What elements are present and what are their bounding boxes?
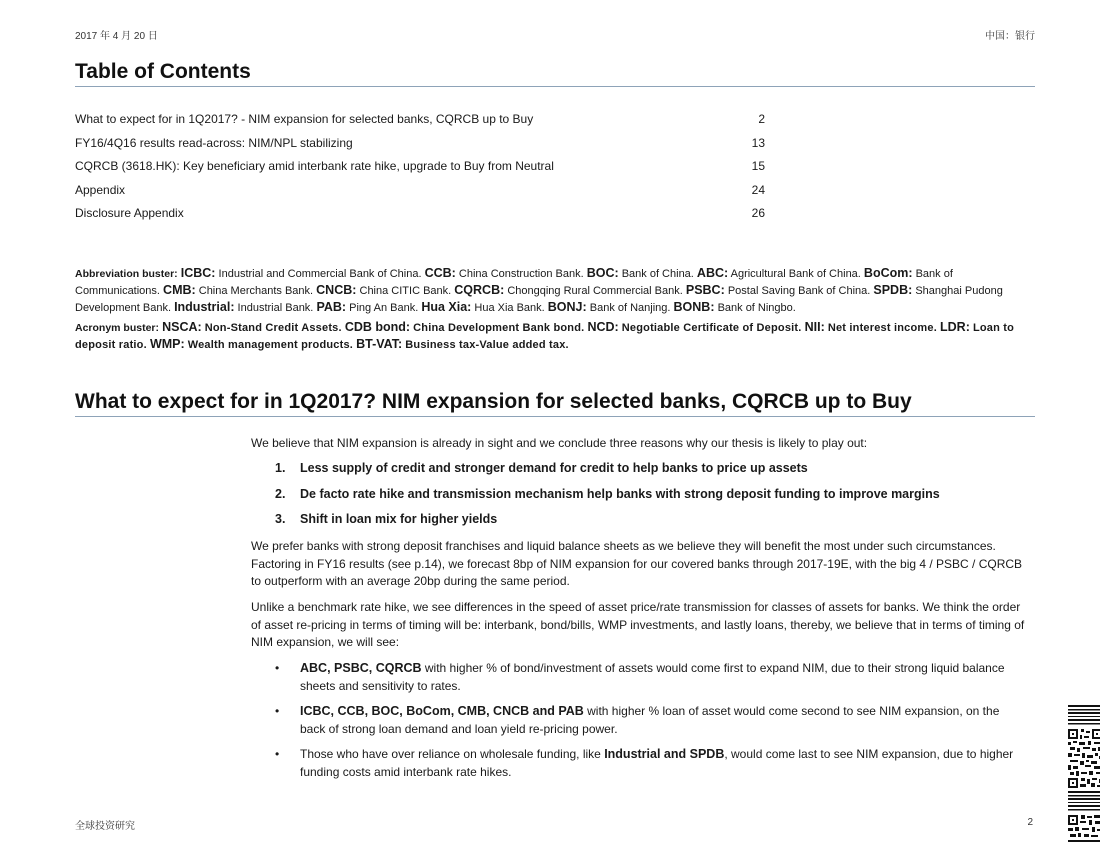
paragraph-repricing: Unlike a benchmark rate hike, we see differences in the speed of asset price/rate transmission for classes of assets for banks. We think the order of asset re-pricing in terms of timing will be: interbank, bond/bills, WMP investments, and lastly loans, thereby, we believe that in terms of timing of NIM expansion, we will see: bbox=[251, 600, 1025, 649]
abbr-entry: BONJ: Bank of Nanjing. bbox=[547, 300, 671, 314]
toc-entry[interactable] bbox=[75, 206, 765, 224]
acr-entry: NII: Net interest income. bbox=[804, 320, 937, 334]
paragraph-prefer: We prefer banks with strong deposit franchises and liquid balance sheets as we believe they will benefit the most under such circumstances. Factoring in FY16 results (see p.14), we forecast 8bp of NIM expansion for our covered banks through 2017-19E, with the big 4 / PSBC / CQRCB to outperform with an average 20bp during the same period. bbox=[251, 539, 1023, 588]
acr-entry: CDB bond: China Development Bank bond. bbox=[344, 320, 585, 334]
page-number: 2 bbox=[1027, 817, 1033, 828]
reason-item bbox=[275, 461, 808, 475]
qr-code-icon bbox=[1068, 705, 1100, 850]
acr-entry: LDR: Loan to deposit ratio. bbox=[75, 320, 1015, 351]
reason-item bbox=[275, 487, 940, 501]
reason-text: Less supply of credit and stronger demand for credit to help banks to price up assets bbox=[300, 461, 808, 475]
section-title: What to expect for in 1Q2017? NIM expansion for selected banks, CQRCB up to Buy bbox=[75, 390, 912, 413]
section-title-rule bbox=[75, 416, 1035, 417]
acronym-lead: Acronym buster: bbox=[75, 322, 160, 334]
toc-entry-label[interactable]: CQRCB (3618.HK): Key beneficiary amid interbank rate hike, upgrade to Buy from Neutral bbox=[75, 159, 554, 173]
abbr-entry: CNCB: China CITIC Bank. bbox=[316, 283, 452, 297]
abbr-entry: CMB: China Merchants Bank. bbox=[163, 283, 314, 297]
abbr-entry: PAB: Ping An Bank. bbox=[316, 300, 419, 314]
abbr-entry: ICBC: Industrial and Commercial Bank of China. bbox=[180, 266, 422, 280]
bullet-icon: • bbox=[275, 661, 280, 675]
footer-label: 全球投资研究 bbox=[75, 821, 135, 832]
toc-entry[interactable] bbox=[75, 136, 765, 154]
abbr-entry: ABC: Agricultural Bank of China. bbox=[696, 266, 861, 280]
report-date: 2017 年 4 月 20 日 bbox=[75, 31, 158, 42]
toc-entry-label[interactable]: Appendix bbox=[75, 183, 126, 197]
reason-number: 2. bbox=[275, 487, 286, 501]
abbr-entry: Hua Xia: Hua Xia Bank. bbox=[421, 300, 545, 314]
toc-entry-page[interactable]: 13 bbox=[751, 136, 765, 150]
toc-entry-label[interactable]: FY16/4Q16 results read-across: NIM/NPL stabilizing bbox=[75, 136, 353, 150]
toc-entry[interactable] bbox=[75, 159, 765, 177]
abbr-entry: CQRCB: Chongqing Rural Commercial Bank. bbox=[454, 283, 683, 297]
reason-text: De facto rate hike and transmission mechanism help banks with strong deposit funding to improve margins bbox=[300, 487, 940, 501]
acr-entry: WMP: Wealth management products. bbox=[149, 337, 354, 351]
section-intro: We believe that NIM expansion is already in sight and we conclude three reasons why our thesis is likely to play out: bbox=[251, 436, 868, 450]
acr-entry: NSCA: Non-Stand Credit Assets. bbox=[162, 320, 342, 334]
toc-title-rule bbox=[75, 86, 1035, 87]
abbr-entry: PSBC: Postal Saving Bank of China. bbox=[685, 283, 871, 297]
reason-number: 3. bbox=[275, 512, 286, 526]
bullet-icon: • bbox=[275, 747, 280, 761]
acronym-buster bbox=[75, 319, 1025, 353]
bullet-icon: • bbox=[275, 704, 280, 718]
toc-entry[interactable] bbox=[75, 112, 765, 130]
toc-entry-page[interactable]: 2 bbox=[758, 112, 765, 126]
abbr-entry: BoCom: Bank of Communications. bbox=[75, 266, 953, 297]
abbr-entry: SPDB: Shanghai Pudong Development Bank. bbox=[75, 283, 1003, 314]
abbr-entry: BOC: Bank of China. bbox=[586, 266, 694, 280]
acr-entry: NCD: Negotiable Certificate of Deposit. bbox=[587, 320, 802, 334]
bullet-item: • Those who have over reliance on wholesale funding, like Industrial and SPDB, would come last to see NIM expansion, due to higher funding costs amid interbank rate hikes. bbox=[275, 747, 1014, 779]
abbreviation-lead: Abbreviation buster: bbox=[75, 268, 178, 280]
toc-entry-page[interactable]: 26 bbox=[751, 206, 765, 220]
report-category: 中国：银行 bbox=[985, 31, 1035, 42]
reason-number: 1. bbox=[275, 461, 286, 475]
reason-text: Shift in loan mix for higher yields bbox=[300, 512, 498, 526]
abbr-entry: Industrial: Industrial Bank. bbox=[174, 300, 314, 314]
toc-entry-label[interactable]: Disclosure Appendix bbox=[75, 206, 184, 220]
toc-entry-label[interactable]: What to expect for in 1Q2017? - NIM expansion for selected banks, CQRCB up to Buy bbox=[75, 112, 534, 126]
toc-entry[interactable] bbox=[75, 183, 765, 201]
abbreviation-buster bbox=[75, 265, 1025, 316]
abbr-entry: CCB: China Construction Bank. bbox=[424, 266, 584, 280]
bullet-item: • ICBC, CCB, BOC, BoCom, CMB, CNCB and PAB with higher % loan of asset would come second to see NIM expansion, on the back of strong loan demand and loan yield re-pricing power. bbox=[275, 704, 1000, 736]
reason-item bbox=[275, 512, 497, 526]
toc-title: Table of Contents bbox=[75, 60, 251, 83]
toc-entry-page[interactable]: 15 bbox=[751, 159, 765, 173]
acr-entry: BT-VAT: Business tax-Value added tax. bbox=[356, 337, 569, 351]
bullet-item: • ABC, PSBC, CQRCB with higher % of bond/investment of assets would come first to expand NIM, due to their strong liquid balance sheets and sensitivity to rates. bbox=[275, 661, 1005, 693]
toc-entry-page[interactable]: 24 bbox=[751, 183, 765, 197]
abbr-entry: BONB: Bank of Ningbo. bbox=[673, 300, 796, 314]
